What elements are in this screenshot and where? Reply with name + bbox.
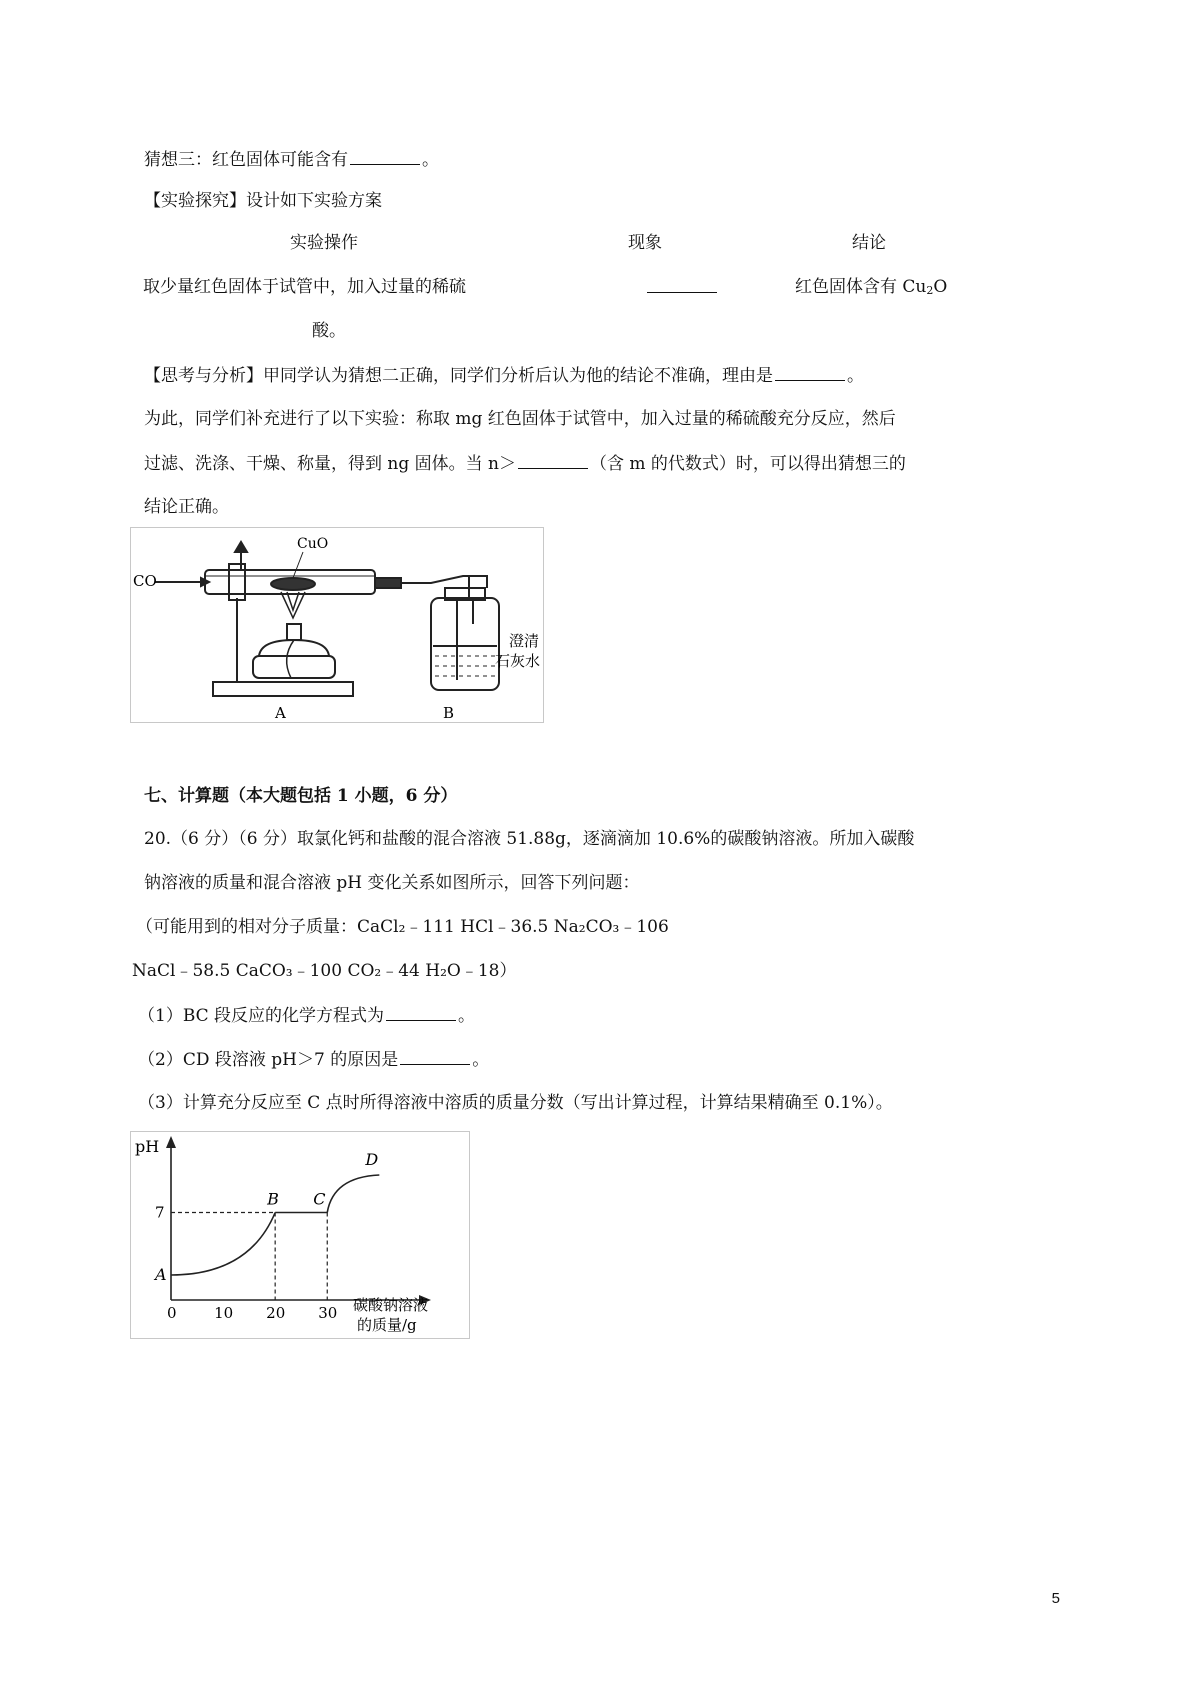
y-tick-label: 7 [155,1203,165,1222]
label-limewater-1: 澄清 [509,632,540,650]
punctuation: 。 [472,1050,490,1070]
conjecture-3-line [144,146,439,173]
point-label-c: C [313,1189,326,1209]
point-label-b: B [267,1189,279,1209]
punctuation: 。 [422,150,439,170]
stand-base [213,682,353,696]
curve-ab [171,1213,275,1276]
apparatus-drawing [131,528,543,722]
experiment-heading: 【实验探究】设计如下实验方案 [144,191,382,211]
point-label-a: A [155,1265,167,1284]
y-axis-arrow [166,1136,176,1148]
x-tick-label: 30 [318,1304,338,1322]
label-b: B [443,704,455,722]
answer-blank[interactable] [386,1002,456,1021]
answer-blank[interactable] [400,1046,470,1065]
analysis-text: 【思考与分析】甲同学认为猜想二正确，同学们分析后认为他的结论不准确，理由是 [144,366,773,386]
punctuation: 。 [847,366,864,386]
page-number: 5 [1051,1590,1060,1607]
punctuation: 。 [458,1006,476,1026]
sub-question-2 [138,1046,489,1073]
section-heading: 七、计算题（本大题包括 1 小题，6 分） [144,786,458,806]
conclusion-text: 红色固体含有 Cu [795,277,927,297]
apparatus-figure [130,527,544,723]
point-label-d: D [365,1150,379,1169]
y-axis-label: pH [135,1137,160,1156]
curve-cd [327,1175,379,1213]
analysis-text: 过滤、洗涤、干燥、称量，得到 ng 固体。当 n＞ [144,454,516,474]
table-conclusion [795,274,947,304]
answer-blank[interactable] [518,450,588,469]
table-header-conclusion: 结论 [852,233,886,253]
question-20-line-1: 20.（6 分）（6 分）取氯化钙和盐酸的混合溶液 51.88g，逐滴滴加 10.6%的碳酸钠溶液。所加入碳酸 [144,829,915,849]
sub-question-3: （3）计算充分反应至 C 点时所得溶液中溶质的质量分数（写出计算过程，计算结果精确至 0.1%）。 [138,1093,893,1113]
molecular-mass-line-1: （可能用到的相对分子质量：CaCl₂﹣111 HCl﹣36.5 Na₂CO₃﹣106 [136,917,669,937]
x-tick-label: 10 [214,1304,234,1322]
label-co: CO [133,572,157,590]
analysis-line-4: 结论正确。 [144,497,229,517]
answer-blank[interactable] [775,362,845,381]
molecular-mass-line-2: NaCl﹣58.5 CaCO₃﹣100 CO₂﹣44 H₂O﹣18） [132,961,517,981]
x-tick-label: 20 [266,1304,286,1322]
phenomenon-line [645,274,719,301]
analysis-line-3 [144,450,906,477]
answer-blank[interactable] [350,146,420,165]
x-tick-label: 0 [167,1304,177,1322]
conjecture-3-text: 猜想三：红色固体可能含有 [144,150,348,170]
answer-blank[interactable] [647,274,717,293]
table-header-operation: 实验操作 [290,233,358,253]
subscript: 2 [926,284,934,297]
analysis-text-end: （含 m 的代数式）时，可以得出猜想三的 [590,454,906,474]
label-a: A [275,704,286,722]
sub-question-text: （2）CD 段溶液 pH＞7 的原因是 [138,1050,399,1070]
gas-bottle [431,598,499,690]
table-operation-line1: 取少量红色固体于试管中，加入过量的稀硫 [143,277,466,297]
ph-chart [131,1132,469,1338]
x-axis-label-line1: 碳酸钠溶液 [353,1296,429,1314]
table-operation-line2: 酸。 [312,321,346,341]
conclusion-text-end: O [933,277,948,297]
x-axis-label-line2: 的质量/g [357,1316,417,1334]
ph-chart-figure [130,1131,470,1339]
label-limewater-2: 石灰水 [495,652,541,670]
sub-question-text: （1）BC 段反应的化学方程式为 [138,1006,385,1026]
analysis-line-1 [144,362,864,389]
table-header-phenomenon: 现象 [628,233,662,253]
sub-question-1 [138,1002,475,1029]
question-20-line-2: 钠溶液的质量和混合溶液 pH 变化关系如图所示，回答下列问题： [144,873,640,893]
label-cuo: CuO [297,536,329,552]
analysis-line-2: 为此，同学们补充进行了以下实验：称取 mg 红色固体于试管中，加入过量的稀硫酸充分反应，然后 [144,409,896,429]
